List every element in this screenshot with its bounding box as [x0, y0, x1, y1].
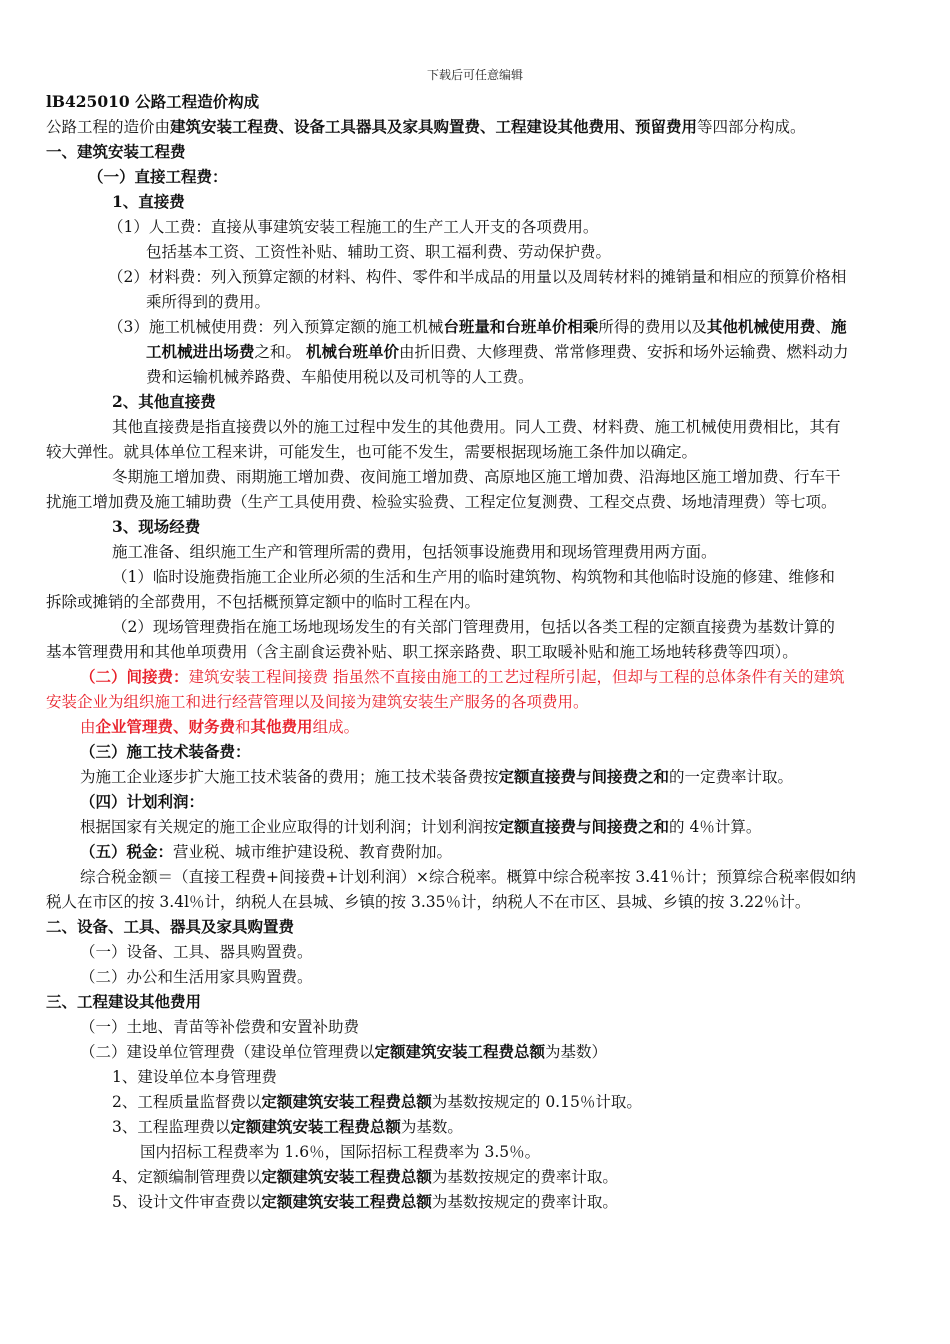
section-2-heading: 二、设备、工具、器具及家具购置费 [46, 917, 295, 936]
tech-text: 的一定费率计取。 [669, 768, 794, 786]
page-header: 下载后可任意编辑 [426, 68, 523, 82]
machinery-emphasis: 台班量和台班单价相乘 [443, 317, 599, 336]
profit-text: 的 4％计算。 [669, 818, 762, 836]
other-direct-line-2: 较大弹性。就具体单位工程来讲，可能发生，也可能不发生，需要根据现场施工条件加以确定。 [46, 443, 698, 461]
intro-paragraph [46, 117, 806, 137]
planned-profit-text [80, 817, 761, 837]
mgmt-text: 2、工程质量监督费以 [112, 1093, 262, 1111]
material-cost-line-1: （2）材料费：列入预算定额的材料、构件、零件和半成品的用量以及周转材料的摊销量和相应的预算价格相 [108, 268, 847, 286]
site-expense-line-1: 施工准备、组织施工生产和管理所需的费用，包括领事设施费用和现场管理费用两方面。 [112, 543, 717, 561]
machinery-emphasis: 机械台班单价 [305, 342, 399, 361]
indirect-cost-line-1 [80, 667, 844, 687]
site-expense-heading: 3、现场经费 [112, 517, 201, 536]
mgmt-item-2 [112, 1092, 642, 1112]
other-direct-heading: 2、其他直接费 [112, 392, 216, 411]
mgmt-item-5 [112, 1192, 618, 1212]
material-cost-line-2: 乘所得到的费用。 [146, 293, 271, 311]
machinery-emphasis: 其他机械使用费 [706, 317, 816, 336]
other-direct-line-4: 扰施工增加费及施工辅助费（生产工具使用费、检验实验费、工程定位复测费、工程交点费、场地清理费）等七项。 [46, 493, 837, 511]
tax-line [80, 842, 452, 862]
machinery-text: （3）施工机械使用费：列入预算定额的施工机械 [108, 318, 444, 336]
mgmt-text: 4、定额编制管理费以 [112, 1168, 262, 1186]
mgmt-text: 5、设计文件审查费以 [112, 1193, 262, 1211]
machinery-text: 之和。 [254, 343, 306, 361]
tax-text: 营业税、城市维护建设税、教育费附加。 [173, 843, 453, 861]
mgmt-emphasis: 定额建筑安装工程费总额 [261, 1092, 432, 1111]
site-expense-line-5: 基本管理费用和其他单项费用（含主副食运费补贴、职工探亲路费、职工取暖补贴和施工场地转移费等四项）。 [46, 643, 798, 661]
mgmt-emphasis: 定额建筑安装工程费总额 [261, 1167, 432, 1186]
mgmt-text: 为基数按规定的费率计取。 [431, 1168, 618, 1186]
indirect-emphasis: 企业管理费、财务费 [95, 717, 236, 736]
indirect-cost-heading: （二）间接费： [80, 667, 189, 686]
tech-text: 为施工企业逐步扩大施工技术装备的费用；施工技术装备费按 [80, 768, 499, 786]
labor-cost-line-1: （1）人工费：直接从事建筑安装工程施工的生产工人开支的各项费用。 [108, 218, 599, 236]
section-3-item-1: （一）土地、青苗等补偿费和安置补助费 [80, 1018, 360, 1036]
mgmt-text: 为基数） [545, 1043, 608, 1061]
machinery-cost-line-3: 费和运输机械养路费、车船使用税以及司机等的人工费。 [146, 368, 534, 386]
intro-emphasis: 建筑安装工程费、设备工具器具及家具购置费、工程建设其他费用、预留费用 [170, 117, 698, 136]
machinery-emphasis: 工机械进出场费 [146, 342, 255, 361]
intro-text: 公路工程的造价由 [46, 118, 171, 136]
indirect-text: 组成。 [312, 718, 360, 736]
machinery-text: 由折旧费、大修理费、常常修理费、安拆和场外运输费、燃料动力 [398, 343, 849, 361]
tax-heading: （五）税金： [80, 842, 174, 861]
site-expense-line-2: （1）临时设施费指施工企业所必须的生活和生产用的临时建筑物、构筑物和其他临时设施的修建、维修和 [112, 568, 835, 586]
indirect-cost-line-3 [80, 717, 359, 737]
mgmt-emphasis: 定额建筑安装工程费总额 [230, 1117, 401, 1136]
tech-emphasis: 定额直接费与间接费之和 [498, 767, 670, 786]
indirect-cost-text: 建筑安装工程间接费 指虽然不直接由施工的工艺过程所引起，但却与工程的总体条件有关的建筑 [188, 668, 845, 686]
indirect-text: 由 [80, 718, 96, 736]
tax-formula-line-2: 税人在市区的按 3.4l％计，纳税人在县城、乡镇的按 3.35％计，纳税人不在市区、县城、乡镇的按 3.22％计。 [46, 893, 811, 911]
section-2-item-2: （二）办公和生活用家具购置费。 [80, 968, 313, 986]
tech-equipment-heading: （三）施工技术装备费： [80, 742, 251, 761]
mgmt-item-3-detail: 国内招标工程费率为 1.6％，国际招标工程费率为 3.5％。 [140, 1143, 541, 1161]
site-expense-line-4: （2）现场管理费指在施工场地现场发生的有关部门管理费用，包括以各类工程的定额直接费为基数计算的 [112, 618, 835, 636]
labor-cost-line-2: 包括基本工资、工资性补贴、辅助工资、职工福利费、劳动保护费。 [146, 243, 612, 261]
indirect-emphasis: 其他费用 [250, 717, 313, 736]
machinery-emphasis: 施 [830, 317, 847, 336]
planned-profit-heading: （四）计划利润： [80, 792, 205, 811]
mgmt-text: 为基数按规定的 0.15％计取。 [431, 1093, 642, 1111]
mgmt-text: 为基数按规定的费率计取。 [431, 1193, 618, 1211]
mgmt-item-1: 1、建设单位本身管理费 [112, 1068, 277, 1086]
mgmt-emphasis: 定额建筑安装工程费总额 [261, 1192, 432, 1211]
intro-text-end: 等四部分构成。 [697, 118, 806, 136]
direct-cost-heading: （一）直接工程费： [88, 167, 228, 186]
mgmt-emphasis: 定额建筑安装工程费总额 [374, 1042, 546, 1061]
machinery-text: 、 [815, 318, 831, 336]
indirect-cost-line-2: 安装企业为组织施工和进行经营管理以及间接为建筑安装生产服务的各项费用。 [46, 693, 589, 711]
direct-fee-heading: 1、直接费 [112, 192, 185, 211]
machinery-cost-line-1 [108, 317, 846, 337]
site-expense-line-3: 拆除或摊销的全部费用，不包括概预算定额中的临时工程在内。 [46, 593, 481, 611]
mgmt-item-3 [112, 1117, 463, 1137]
other-direct-line-3: 冬期施工增加费、雨期施工增加费、夜间施工增加费、高原地区施工增加费、沿海地区施工增加费、行车干 [112, 468, 841, 486]
machinery-text: 所得的费用以及 [598, 318, 707, 336]
section-1-heading: 一、建筑安装工程费 [46, 142, 186, 161]
tech-equipment-text [80, 767, 793, 787]
section-2-item-1: （一）设备、工具、器具购置费。 [80, 943, 313, 961]
indirect-text: 和 [235, 718, 251, 736]
profit-emphasis: 定额直接费与间接费之和 [498, 817, 670, 836]
section-3-heading: 三、工程建设其他费用 [46, 992, 202, 1011]
section-3-item-2 [80, 1042, 607, 1062]
mgmt-text: 为基数。 [400, 1118, 463, 1136]
tax-formula-line-1: 综合税金额＝（直接工程费+间接费+计划利润）×综合税率。概算中综合税率按 3.41％计；预算综合税率假如纳 [80, 868, 856, 886]
mgmt-item-4 [112, 1167, 618, 1187]
mgmt-text: 3、工程监理费以 [112, 1118, 231, 1136]
machinery-cost-line-2 [146, 342, 848, 362]
profit-text: 根据国家有关规定的施工企业应取得的计划利润；计划利润按 [80, 818, 499, 836]
other-direct-line-1: 其他直接费是指直接费以外的施工过程中发生的其他费用。同人工费、材料费、施工机械使用费相比，其有 [112, 418, 841, 436]
mgmt-text: （二）建设单位管理费（建设单位管理费以 [80, 1043, 375, 1061]
document-title: lB425010 公路工程造价构成 [46, 92, 260, 111]
